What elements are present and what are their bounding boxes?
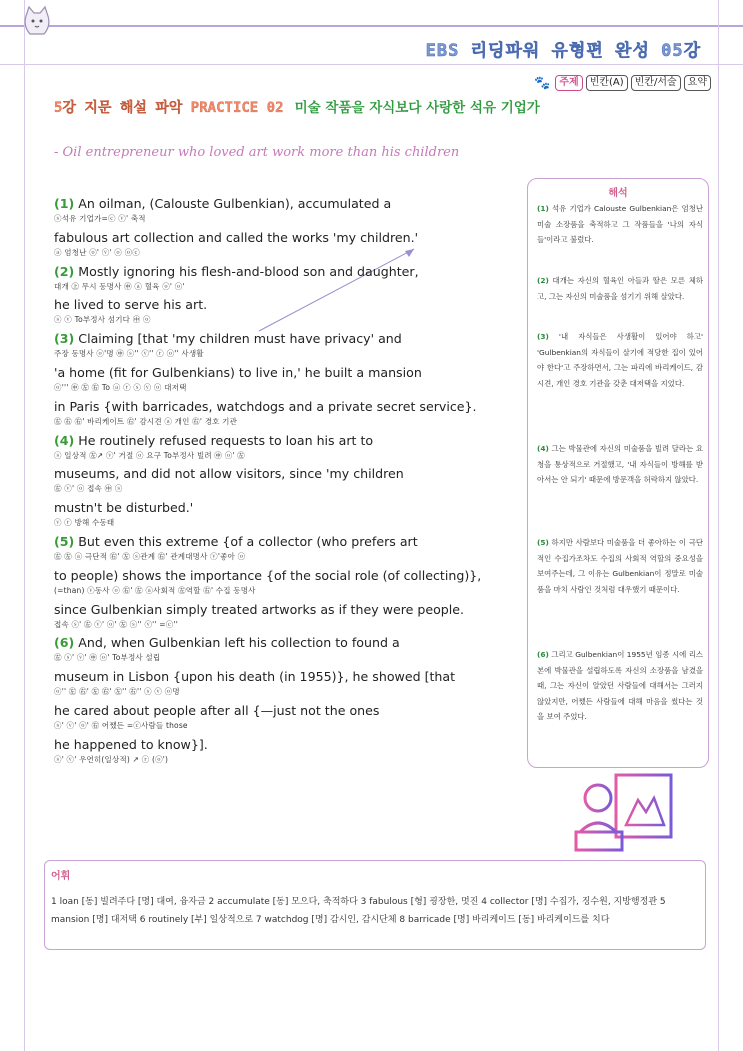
- grammar-gloss: ㊧ ⓢ' ⓥ' ㊥ ⓞ' To부정사 설립: [54, 653, 161, 663]
- translation-number: (6): [537, 650, 549, 659]
- translation-text: 하지만 사람보다 미술품을 더 좋아하는 이 극단적인 수집가조차도 수집의 사회적 역할의 중요성을 보여주는데, 그 이유는 Gulbenkian이 정말로 미술품을 마치 사람인 것처럼 대우했기 때문이다.: [537, 538, 703, 594]
- sentence-number: (5): [54, 534, 75, 549]
- passage-line: [54, 196, 391, 211]
- vocabulary-text: 1 loan [동] 빌려주다 [명] 대여, 융자금 2 accumulate [동] 모으다, 축적하다 3 fabulous [형] 굉장한, 멋진 4 collector [명] 수집가, 징수원, 지방행정관 5 mansion [명] 대저택 6 routinely [부] 일상적으로 7 watchdog [명] 감시인, 감시단체 8 barricade [명] 바리케이드 [동] 바리케이드를 치다: [51, 897, 666, 925]
- sentence-text: he happened to know}].: [54, 736, 208, 752]
- sentence-text: An oilman, (Calouste Gulbenkian), accumulated a: [74, 196, 392, 211]
- translation-text: 그리고 Gulbenkian이 1955년 임종 시에 리스본에 박물관을 설립하도록 자신의 소장품을 남겼을 때, 그는 자신이 알았던 사람들에 대해서는 그러지 않았지만, 어쨌든 사람들에 대해 마음을 썼다는 것을 보여 주었다.: [537, 650, 703, 721]
- sentence-number: (2): [54, 263, 75, 279]
- passage-line: [54, 635, 400, 650]
- section-label: 5강 지문 해설 파악 PRACTICE 02: [54, 100, 284, 116]
- tag-row: [534, 75, 711, 91]
- grammar-gloss: (=than) ⓥ동사 ⓞ ㊨' ㊧ ⓐ사회적 ㊧역할 ㊨' 수집 동명사: [54, 585, 256, 595]
- translation-title: 해석: [608, 188, 628, 199]
- passage-line: [54, 602, 464, 617]
- grammar-gloss: 대개 ㊤ 무시 동명사 ㊥ ⓐ 혈육 ⓞ' ⓞ': [54, 281, 185, 291]
- translation-number: (5): [537, 538, 549, 547]
- sentence-number: (3): [54, 331, 75, 347]
- translation-text: '내 자식들은 사생활이 있어야 하고' 'Gulbenkian의 자식들이 살기에 적당한 집이 있어야 한다'고 주장하면서, 그는 파리에 바리케이드, 감시견, 개인 경호 기관을 갖춘 대저택을 지었다.: [537, 332, 703, 388]
- sentence-text: he lived to serve his art.: [54, 297, 208, 313]
- sentence-text: in Paris {with barricades, watchdogs and a private secret service}.: [54, 398, 477, 414]
- grammar-gloss: ⓢ' ⓥ' 우연히(일상적) ↗ ⓡ (ⓞ'): [54, 754, 169, 764]
- translation-panel: [527, 178, 709, 768]
- sentence-text: He routinely refused requests to loan his art to: [74, 432, 374, 448]
- margin-line-right: [718, 0, 719, 1051]
- paw-icon: 🐾: [534, 75, 551, 91]
- translation-number: (1): [537, 204, 549, 213]
- sentence-text: he cared about people after all {—just not the ones: [54, 703, 380, 718]
- sentence-number: (6): [54, 635, 75, 651]
- translation-number: (2): [537, 276, 549, 285]
- grammar-gloss: ⓞ'' ㊧ ㊨' ㊧ ㊨' ㊧'' ㊨'' ⓢ ⓥ ⓞ명: [54, 687, 180, 697]
- grammar-gloss: 접속 ⓢ' ㊧ ⓥ' ⓞ' ㊧ ⓢ'' ⓥ'' =ⓒ'': [54, 619, 179, 629]
- section-korean-title: 미술 작품을 자식보다 사랑한 석유 기업가: [294, 100, 540, 116]
- passage-line: [54, 365, 422, 380]
- sentence-number: (4): [54, 432, 75, 448]
- section-subtitle: - Oil entrepreneur who loved art work more than his children: [54, 145, 460, 160]
- translation-paragraph: [537, 201, 703, 248]
- sentence-text: since Gulbenkian simply treated artworks as if they were people.: [54, 601, 465, 617]
- passage-line: [54, 264, 419, 279]
- sentence-text: museum in Lisbon {upon his death (in 1955)}, he showed [that: [54, 669, 456, 685]
- grammar-gloss: ⓥ ⓡ 방해 수동태: [54, 518, 115, 528]
- translation-paragraph: [537, 441, 703, 488]
- header-rule-secondary: [0, 64, 743, 65]
- passage-line: [54, 433, 373, 448]
- passage-line: [54, 500, 193, 515]
- passage-line: [54, 669, 455, 684]
- sentence-text: Mostly ignoring his flesh-and-blood son and daughter,: [74, 263, 419, 279]
- grammar-gloss: ㊧ ㊧ ⓐ 극단적 ㊨' ㊧ ⓢ관계 ㊨' 관계대명사 ⓥ'좋아 ⓞ: [54, 552, 246, 561]
- sentence-text: But even this extreme {of a collector (who prefers art: [74, 534, 418, 549]
- translation-text: 그는 박물관에 자신의 미술품을 빌려 달라는 요청을 통상적으로 거절했고, '내 자식들이 방해를 받아서는 안 되기' 때문에 방문객을 허락하지 않았다.: [537, 444, 703, 484]
- grammar-gloss: ㊧ ⓥ' ⓞ 접속 ㊥ ⓢ: [54, 484, 123, 494]
- arrow-icon: [254, 246, 424, 336]
- museum-bust-icon: [566, 770, 686, 860]
- grammar-gloss: 주장 동명사 ⓞ'명 ㊥ ⓢ'' ⓥ'' ⓡ ⓞ'' 사생활: [54, 349, 204, 359]
- tag-topic: 주제: [555, 75, 582, 91]
- passage-line: [54, 230, 418, 245]
- passage-line: [54, 737, 208, 752]
- grammar-gloss: ⓢ' ⓥ' ⓞ' ㊨ 어쨌든 =ⓒ사람들 those: [54, 721, 188, 730]
- translation-paragraph: [537, 535, 703, 597]
- grammar-gloss: ⓢ ⓥ To부정사 섬기다 ㊥ ⓞ: [54, 315, 151, 325]
- sentence-text: And, when Gulbenkian left his collection to found a: [74, 635, 400, 651]
- sentence-number: (1): [54, 196, 75, 211]
- passage-line: [54, 534, 418, 549]
- sentence-text: 'a home (fit for Gulbenkians) to live in,' he built a mansion: [54, 365, 422, 380]
- cat-logo-icon: [20, 4, 54, 42]
- passage-line: [54, 331, 402, 346]
- grammar-gloss: ⓐ 엄청난 ⓞ' ⓥ' ⓞ ⓞⓒ: [54, 247, 140, 257]
- page-header-title: EBS 리딩파워 유형편 완성 05강: [425, 41, 701, 61]
- translation-number: (4): [537, 444, 549, 453]
- section-title: [54, 96, 540, 117]
- passage-line: [54, 466, 404, 481]
- sentence-text: to people) shows the importance {of the social role (of collecting)},: [54, 567, 482, 583]
- vocabulary-box: [44, 860, 706, 950]
- translation-text: 석유 기업가 Calouste Gulbenkian은 엄청난 미술 소장품을 축적하고 그 작품들을 '나의 자식들'이라고 불렀다.: [537, 204, 703, 244]
- sentence-text: mustn't be disturbed.': [54, 500, 194, 516]
- sentence-text: Claiming [that 'my children must have privacy' and: [74, 331, 402, 347]
- passage-line: [54, 568, 481, 583]
- translation-paragraph: [537, 647, 703, 725]
- passage-line: [54, 703, 379, 718]
- grammar-gloss: ⓞ''' ㊥ ㊧ ㊨ To ⓐ ⓡ ⓢ ⓥ ⓞ 대저택: [54, 383, 187, 392]
- vocabulary-title: 어휘: [51, 871, 71, 882]
- grammar-gloss: ⓢ 일상적 ㊧↗ ⓥ' 거절 ⓞ 요구 To부정사 빌려 ㊥ ⓞ' ㊧: [54, 450, 245, 460]
- margin-line-left: [24, 0, 25, 1051]
- translation-text: 대개는 자신의 혈육인 아들과 딸은 모른 체하고, 그는 자신의 미술품을 섬기기 위해 살았다.: [537, 276, 703, 301]
- tag-blank-essay: 빈칸/서술: [631, 75, 681, 91]
- passage-line: [54, 297, 207, 312]
- passage-line: [54, 399, 477, 414]
- tag-summary: 요약: [684, 75, 711, 91]
- translation-paragraph: [537, 273, 703, 304]
- tag-blank-a: 빈칸(A): [586, 75, 628, 91]
- grammar-gloss: ㊧ ㊨ ㊨' 바리케이트 ㊨' 감시견 ⓐ 개인 ㊨' 경호 기관: [54, 416, 238, 426]
- grammar-gloss: ⓢ석유 기업가=ⓒ ⓥ' 축적: [54, 214, 146, 223]
- translation-paragraph: [537, 329, 703, 391]
- sentence-text: fabulous art collection and called the works 'my children.': [54, 229, 419, 245]
- header-rule: [0, 25, 743, 27]
- sentence-text: museums, and did not allow visitors, since 'my children: [54, 466, 404, 482]
- translation-number: (3): [537, 332, 549, 341]
